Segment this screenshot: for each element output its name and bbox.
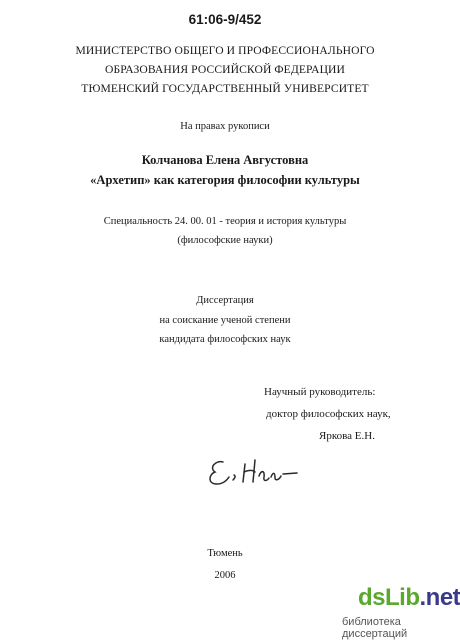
logo-part-2: .net <box>420 584 460 611</box>
dissertation-block <box>0 291 450 350</box>
ministry-line-1: МИНИСТЕРСТВО ОБЩЕГО И ПРОФЕССИОНАЛЬНОГО <box>0 41 450 60</box>
supervisor-block <box>264 381 391 447</box>
rights-note: На правах рукописи <box>0 121 450 132</box>
watermark-subtitle: библиотека диссертаций <box>342 616 450 640</box>
ministry-line-2: ОБРАЗОВАНИЯ РОССИЙСКОЙ ФЕДЕРАЦИИ <box>0 60 450 79</box>
ministry-header <box>0 41 450 98</box>
supervisor-label: Научный руководитель: <box>264 381 391 403</box>
year: 2006 <box>205 570 245 581</box>
dissertation-label: Диссертация <box>0 291 450 311</box>
specialty-line: Специальность 24. 00. 01 - теория и история культуры <box>0 216 450 227</box>
ministry-line-3: ТЮМЕНСКИЙ ГОСУДАРСТВЕННЫЙ УНИВЕРСИТЕТ <box>0 79 450 98</box>
city: Тюмень <box>205 548 245 559</box>
supervisor-degree: доктор философских наук, <box>264 403 391 425</box>
logo-part-1: dsLib <box>358 584 420 611</box>
degree-purpose: на соискание ученой степени <box>0 311 450 331</box>
handwritten-signature <box>205 450 300 495</box>
specialty-field: (философские науки) <box>0 235 450 246</box>
archive-code: 61:06-9/452 <box>0 12 450 27</box>
dslib-logo <box>358 584 460 612</box>
supervisor-name: Яркова Е.Н. <box>264 425 391 447</box>
degree-name: кандидата философских наук <box>0 330 450 350</box>
author-name: Колчанова Елена Августовна <box>0 153 450 168</box>
dslib-watermark[interactable] <box>338 580 450 635</box>
dissertation-title: «Архетип» как категория философии культуры <box>0 173 450 188</box>
